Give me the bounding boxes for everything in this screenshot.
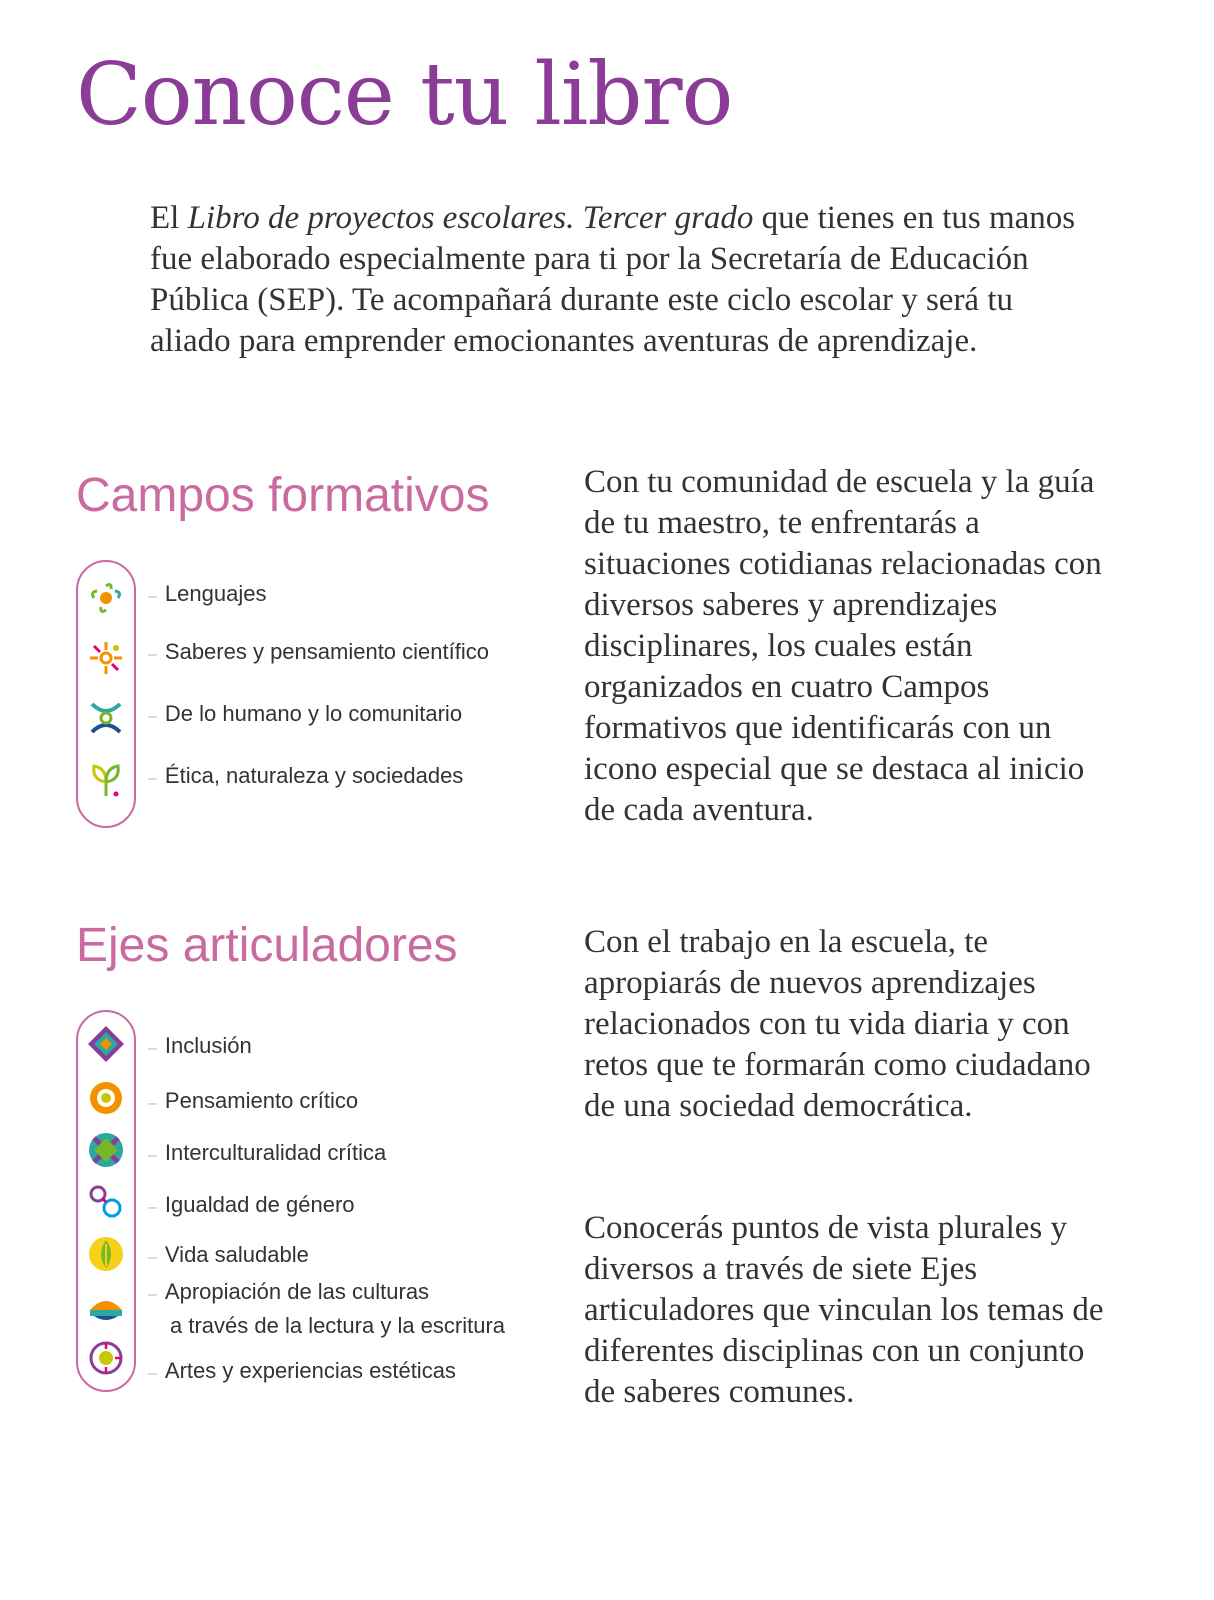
vida-saludable-icon bbox=[86, 1234, 126, 1274]
pensamiento-critico-icon bbox=[86, 1078, 126, 1118]
igualdad-genero-icon bbox=[86, 1182, 126, 1222]
ejes-item-igualdad: – Igualdad de género bbox=[148, 1192, 355, 1217]
ejes-icon-strip bbox=[76, 1010, 136, 1392]
campos-item-label: De lo humano y lo comunitario bbox=[164, 701, 463, 726]
intro-prefix: El bbox=[150, 200, 188, 236]
ejes-item-label: Pensamiento crítico bbox=[164, 1088, 359, 1113]
ejes-item-label-line2: a través de la lectura y la escritura bbox=[170, 1313, 506, 1338]
ejes-item-label: Interculturalidad crítica bbox=[164, 1140, 387, 1165]
apropiacion-culturas-icon bbox=[86, 1288, 126, 1328]
ejes-item-inclusion: – Inclusión bbox=[148, 1033, 252, 1058]
ejes-body-1: Con el trabajo en la escuela, te apropiarás de nuevos aprendizajes relacionados con tu vida diaria y con retos que te formarán como ciudadano de una sociedad democrática. bbox=[584, 924, 1091, 1124]
artes-icon bbox=[86, 1338, 126, 1378]
interculturalidad-icon bbox=[86, 1130, 126, 1170]
ejes-heading: Ejes articuladores bbox=[76, 919, 458, 972]
ejes-item-pensamiento: – Pensamiento crítico bbox=[148, 1088, 359, 1113]
humano-comunitario-icon bbox=[86, 698, 126, 738]
ejes-item-vida-saludable: – Vida saludable bbox=[148, 1242, 309, 1267]
campos-item-lenguajes: – Lenguajes bbox=[148, 581, 267, 606]
campos-item-label: Ética, naturaleza y sociedades bbox=[164, 763, 464, 788]
campos-icon-strip bbox=[76, 560, 136, 828]
campos-heading: Campos formativos bbox=[76, 469, 490, 522]
ejes-body-2: Conocerás puntos de vista plurales y diversos a través de siete Ejes articuladores que vinculan los temas de diferentes disciplinas con un conjunto de saberes comunes. bbox=[584, 1210, 1104, 1410]
campos-item-humano: – De lo humano y lo comunitario bbox=[148, 701, 463, 726]
campos-item-label: Lenguajes bbox=[164, 581, 267, 606]
intro-book-title: Libro de proyectos escolares. Tercer grado bbox=[187, 200, 754, 236]
etica-naturaleza-icon bbox=[86, 760, 126, 800]
ejes-item-label: Vida saludable bbox=[164, 1242, 309, 1267]
ejes-item-artes: – Artes y experiencias estéticas bbox=[148, 1358, 456, 1383]
campos-item-etica: – Ética, naturaleza y sociedades bbox=[148, 763, 464, 788]
intro-paragraph bbox=[150, 198, 1090, 362]
campos-item-label: Saberes y pensamiento científico bbox=[164, 639, 489, 664]
intro-suffix: que tienes en tus manos fue elaborado especialmente para ti por la Secretaría de Educación Pública (SEP). Te acompañará durante este ciclo escolar y será tu aliado para emprender emocionantes aventuras de aprendizaje. bbox=[150, 200, 1076, 359]
campos-item-saberes: – Saberes y pensamiento científico bbox=[148, 639, 489, 664]
ejes-item-apropiacion: – Apropiación de las culturas a través de la lectura y la escritura bbox=[148, 1276, 505, 1341]
lenguajes-icon bbox=[86, 578, 126, 618]
inclusion-icon bbox=[86, 1024, 126, 1064]
ejes-item-label: Artes y experiencias estéticas bbox=[164, 1358, 456, 1383]
ejes-item-label: Igualdad de género bbox=[164, 1192, 355, 1217]
ejes-item-label: Apropiación de las culturas bbox=[164, 1279, 430, 1304]
ejes-item-label: Inclusión bbox=[164, 1033, 252, 1058]
page-title: Conoce tu libro bbox=[76, 45, 733, 145]
ejes-item-interculturalidad: – Interculturalidad crítica bbox=[148, 1140, 387, 1165]
campos-body: Con tu comunidad de escuela y la guía de tu maestro, te enfrentarás a situaciones cotidianas relacionadas con diversos saberes y aprendizajes disciplinares, los cuales están organizados en cuatro Campos formativos que identificarás con un icono especial que se destaca al inicio de cada aventura. bbox=[584, 464, 1102, 828]
saberes-icon bbox=[86, 638, 126, 678]
